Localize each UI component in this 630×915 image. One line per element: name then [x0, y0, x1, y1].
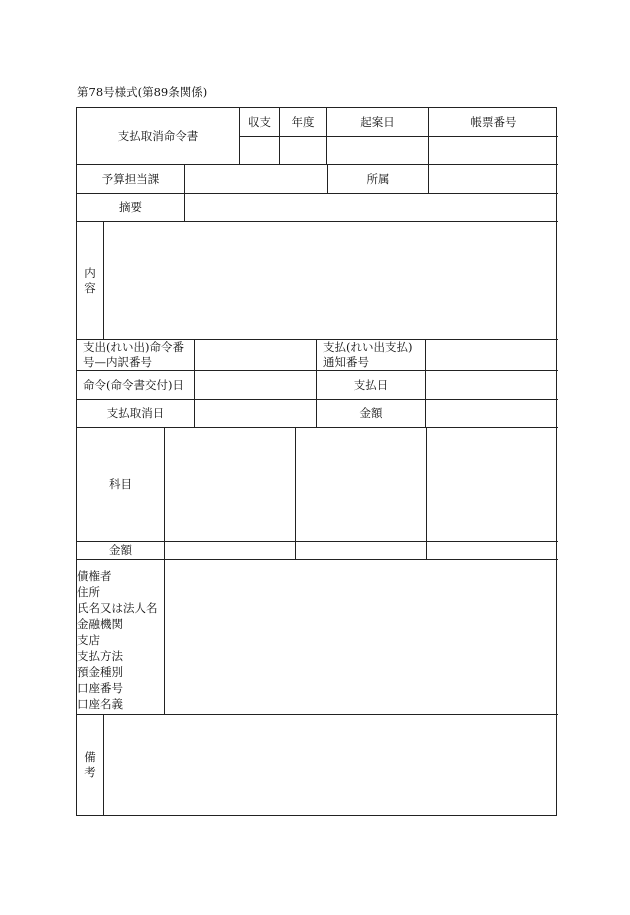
order-date-field[interactable] — [195, 371, 317, 400]
amount-label-top: 金額 — [317, 400, 426, 428]
order-date-label: 命令(命令書交付)日 — [77, 371, 195, 400]
subject-field-1[interactable] — [165, 428, 296, 542]
amount-label: 金額 — [77, 542, 165, 560]
income-expense-field[interactable] — [240, 137, 280, 165]
account-holder-label: 口座名義 — [77, 697, 123, 712]
creditor-labels — [77, 560, 165, 715]
summary-field[interactable] — [185, 194, 558, 222]
amount-field-3[interactable] — [427, 542, 558, 560]
content-field[interactable] — [104, 222, 558, 340]
remarks-char-2: 考 — [84, 765, 96, 779]
bank-label: 金融機関 — [77, 616, 123, 631]
amount-field-1[interactable] — [165, 542, 296, 560]
notice-number-label-line-2: 通知番号 — [323, 355, 369, 369]
affiliation-label: 所属 — [328, 165, 429, 194]
summary-label: 摘要 — [77, 194, 185, 222]
payment-date-label: 支払日 — [317, 371, 426, 400]
address-label: 住所 — [77, 584, 100, 599]
remarks-field[interactable] — [104, 715, 558, 815]
ledger-number-header: 帳票番号 — [429, 108, 558, 137]
payment-cancellation-form — [76, 107, 557, 816]
cancel-date-label: 支払取消日 — [77, 400, 195, 428]
budget-section-label: 予算担当課 — [77, 165, 185, 194]
order-number-label — [77, 340, 195, 371]
amount-field-2[interactable] — [296, 542, 427, 560]
deposit-type-label: 預金種別 — [77, 665, 123, 680]
ledger-number-field[interactable] — [429, 137, 558, 165]
notice-number-field[interactable] — [426, 340, 558, 371]
order-number-label-line-2: 号—内訳番号 — [83, 355, 152, 369]
name-label: 氏名又は法人名 — [77, 600, 158, 615]
payment-method-label: 支払方法 — [77, 649, 123, 664]
notice-number-label — [317, 340, 426, 371]
notice-number-label-line-1: 支払(れい出支払) — [323, 340, 413, 355]
payment-date-field[interactable] — [426, 371, 558, 400]
order-number-field[interactable] — [195, 340, 317, 371]
fiscal-year-field[interactable] — [280, 137, 327, 165]
subject-label: 科目 — [77, 428, 165, 542]
form-caption: 第78号様式(第89条関係) — [77, 85, 208, 99]
content-char-1: 内 — [84, 265, 96, 280]
cancel-date-field[interactable] — [195, 400, 317, 428]
account-number-label: 口座番号 — [77, 681, 123, 696]
income-expense-header: 収支 — [240, 108, 280, 137]
subject-field-3[interactable] — [427, 428, 558, 542]
budget-section-field[interactable] — [185, 165, 328, 194]
affiliation-field[interactable] — [429, 165, 558, 194]
order-number-label-line-1: 支出(れい出)命令番 — [83, 340, 184, 355]
draft-date-header: 起案日 — [327, 108, 429, 137]
content-char-2: 容 — [84, 280, 96, 295]
remarks-label — [77, 715, 104, 815]
draft-date-field[interactable] — [327, 137, 429, 165]
fiscal-year-header: 年度 — [280, 108, 327, 137]
remarks-char-1: 備 — [84, 750, 96, 765]
form-title: 支払取消命令書 — [77, 108, 240, 165]
content-label — [77, 222, 104, 340]
subject-field-2[interactable] — [296, 428, 427, 542]
branch-label: 支店 — [77, 632, 100, 647]
creditor-label: 債権者 — [77, 568, 112, 583]
amount-field-top[interactable] — [426, 400, 558, 428]
creditor-field[interactable] — [165, 560, 558, 715]
